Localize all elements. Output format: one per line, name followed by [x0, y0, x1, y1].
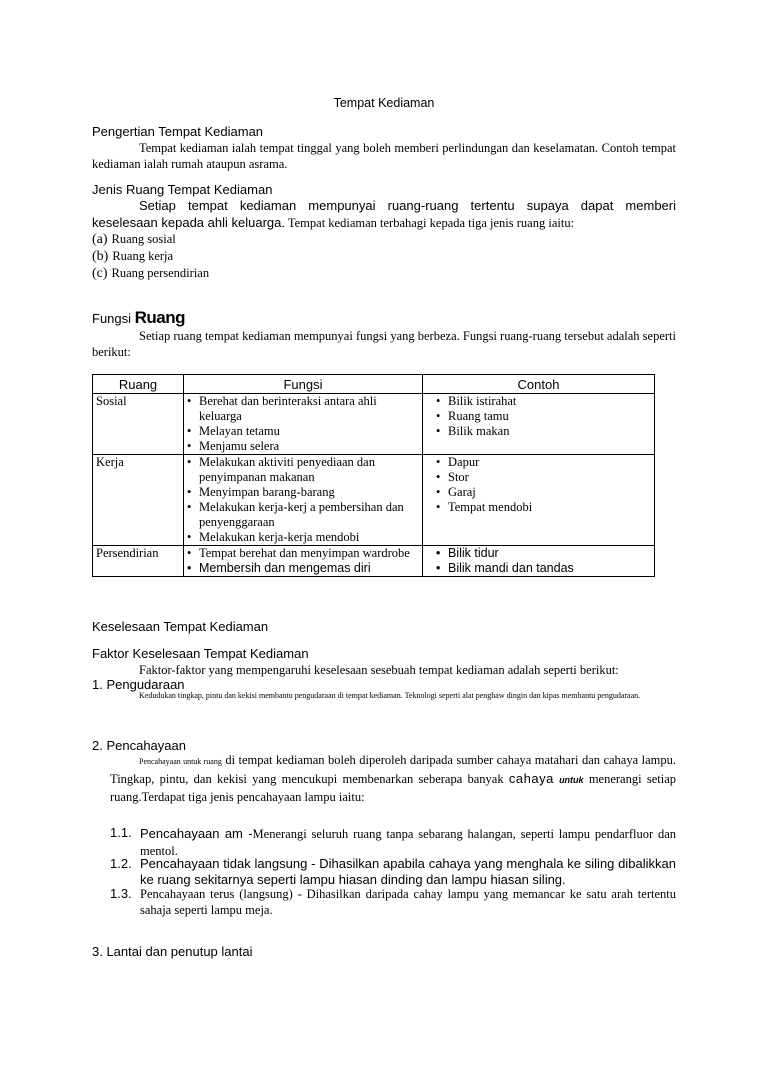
list-item: • Menyimpan barang-barang	[187, 485, 419, 500]
table-header-fungsi: Fungsi	[184, 375, 423, 394]
faktor-heading: Faktor Keselesaan Tempat Kediaman	[92, 646, 309, 661]
fungsi-table	[92, 374, 655, 577]
jenis-heading: Jenis Ruang Tempat Kediaman	[92, 182, 273, 197]
table-header-contoh: Contoh	[423, 375, 655, 394]
table-cell-ruang: Kerja	[93, 455, 184, 546]
item2-small: Pencahayaan untuk ruang	[139, 757, 222, 766]
faktor-paragraph	[92, 662, 676, 678]
item2-word-cahaya: cahaya	[508, 771, 554, 786]
jenis-body-sans: Setiap tempat kediaman mempunyai ruang-ruang tertentu supaya dapat memberi keselesaan kepada ahli keluarga.	[92, 198, 676, 230]
item2-word-untuk: untuk	[559, 775, 584, 785]
pengertian-heading: Pengertian Tempat Kediaman	[92, 124, 264, 139]
sub-text: Menerangi seluruh ruang tanpa sebarang halangan, seperti lampu pendarfluor dan mentol.	[140, 827, 676, 858]
table-cell-contoh	[423, 546, 655, 577]
jenis-item-b	[92, 247, 173, 265]
list-item: • Melakukan aktiviti penyediaan dan penyimpanan makanan	[187, 455, 419, 485]
list-item: • Membersih dan mengemas diri	[187, 561, 419, 576]
list-item: • Bilik tidur	[436, 546, 651, 561]
table-cell-ruang: Sosial	[93, 394, 184, 455]
document-title: Tempat Kediaman	[333, 96, 435, 110]
fungsi-body: Setiap ruang tempat kediaman mempunyai fungsi yang berbeza. Fungsi ruang-ruang tersebut adalah seperti berikut:	[92, 329, 676, 359]
item2-sub-3	[110, 886, 676, 918]
sub-lead: Pencahayaan tidak langsung -	[140, 856, 320, 871]
table-row	[93, 546, 655, 577]
table-header-row	[93, 375, 655, 394]
list-item: • Berehat dan berinteraksi antara ahli keluarga	[187, 394, 419, 424]
pengertian-body: Tempat kediaman ialah tempat tinggal yang boleh memberi perlindungan dan keselamatan. Contoh tempat kediaman ialah rumah ataupun asrama.	[92, 141, 676, 171]
sub-text: Pencahayaan terus (langsung) - Dihasilkan daripada cahay lampu yang memancar ke satu arah tertentu sahaja seperti lampu meja.	[140, 887, 676, 917]
jenis-item-a	[92, 230, 176, 248]
jenis-item-text: Ruang kerja	[112, 249, 174, 263]
list-item: • Stor	[436, 470, 651, 485]
item3-label: 3. Lantai dan penutup lantai	[92, 944, 253, 959]
item2-sub-2	[110, 856, 676, 888]
jenis-item-c	[92, 264, 209, 282]
table-row	[93, 455, 655, 546]
list-item: • Bilik istirahat	[436, 394, 651, 409]
sub-text: Dihasilkan apabila cahaya yang menghala ke siling dibalikkan ke ruang sekitarnya seperti lampu hiasan dinding dan lampu hiasan siling.	[140, 856, 676, 887]
table-cell-contoh	[423, 394, 655, 455]
list-item: • Dapur	[436, 455, 651, 470]
jenis-item-text: Ruang persendirian	[111, 266, 210, 280]
table-cell-fungsi	[184, 394, 423, 455]
jenis-item-marker: (a)	[92, 232, 108, 247]
jenis-item-marker: (b)	[92, 249, 109, 264]
keselesaan-heading: Keselesaan Tempat Kediaman	[92, 619, 269, 634]
list-item: • Bilik mandi dan tandas	[436, 561, 651, 576]
sub-number: 1.1.	[110, 825, 132, 840]
item1-body: Kedudukan tingkap, pintu dan kekisi membantu pengudaraan di tempat kediaman. Teknologi seperti alat penghaw dingin dan kipas membantu pengudaraan.	[139, 691, 641, 700]
item2-label: 2. Pencahayaan	[92, 738, 186, 753]
table-cell-ruang: Persendirian	[93, 546, 184, 577]
table-cell-fungsi	[184, 455, 423, 546]
fungsi-heading	[92, 308, 185, 328]
jenis-item-text: Ruang sosial	[111, 232, 176, 246]
list-item: • Bilik makan	[436, 424, 651, 439]
jenis-paragraph	[92, 197, 676, 232]
list-item: • Tempat mendobi	[436, 500, 651, 515]
pengertian-paragraph	[92, 140, 676, 172]
sub-number: 1.3.	[110, 886, 132, 901]
faktor-body: Faktor-faktor yang mempengaruhi keselesaan sesebuah tempat kediaman adalah seperti berikut:	[139, 663, 619, 677]
list-item: • Menjamu selera	[187, 439, 419, 454]
sub-lead: Pencahayaan am -	[140, 826, 253, 841]
table-cell-contoh	[423, 455, 655, 546]
list-item: • Garaj	[436, 485, 651, 500]
fungsi-heading-b: Ruang	[134, 308, 186, 327]
fungsi-paragraph	[92, 328, 676, 360]
list-item: • Melakukan kerja-kerj a pembersihan dan penyenggaraan	[187, 500, 419, 530]
list-item: • Melakukan kerja-kerja mendobi	[187, 530, 419, 545]
fungsi-heading-a: Fungsi	[92, 311, 135, 326]
list-item: • Melayan tetamu	[187, 424, 419, 439]
item2-body-end: menerangi setiap ruang.Terdapat tiga jenis pencahayaan lampu iaitu:	[110, 772, 676, 804]
table-row	[93, 394, 655, 455]
jenis-body-serif: Tempat kediaman terbahagi kepada tiga jenis ruang iaitu:	[284, 216, 575, 230]
item2-sub-1	[110, 825, 676, 860]
sub-number: 1.2.	[110, 856, 132, 871]
item1-label: 1. Pengudaraan	[92, 677, 185, 692]
list-item: • Tempat berehat dan menyimpan wardrobe	[187, 546, 419, 561]
list-item: • Ruang tamu	[436, 409, 651, 424]
item2-paragraph	[110, 752, 676, 806]
item2-body: di tempat kediaman boleh diperoleh daripada sumber cahaya matahari dan cahaya lampu. Tingkap, pintu, dan kekisi yang mencukupi membenarkan seberapa banyak	[110, 753, 676, 786]
jenis-item-marker: (c)	[92, 266, 108, 281]
table-cell-fungsi	[184, 546, 423, 577]
table-header-ruang: Ruang	[93, 375, 184, 394]
